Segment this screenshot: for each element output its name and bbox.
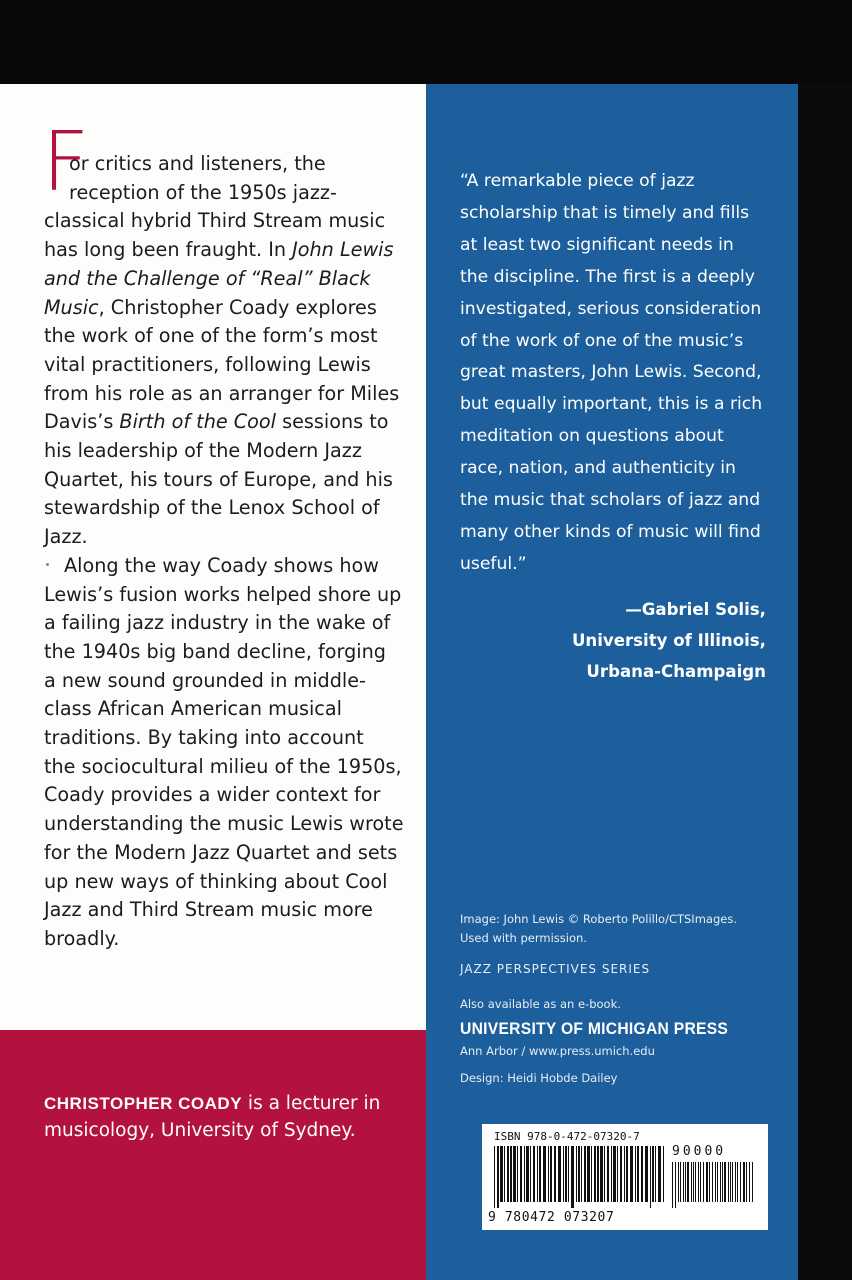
italic-title: John Lewis	[292, 238, 394, 262]
barcode-bar	[720, 1162, 721, 1202]
barcode-bar	[581, 1146, 582, 1202]
quote-line: scholarship that is timely and fills	[460, 202, 750, 223]
barcode-bar	[724, 1162, 726, 1202]
quote-line: many other kinds of music will find	[460, 521, 761, 542]
description-line	[44, 179, 416, 208]
barcode-bar	[517, 1146, 518, 1202]
barcode-bar	[558, 1146, 561, 1202]
text-run: the 1940s big band decline, forging	[44, 639, 386, 663]
barcode-bar	[658, 1146, 661, 1202]
publisher-name: UNIVERSITY OF MICHIGAN PRESS	[460, 1019, 729, 1038]
barcode-bar	[652, 1146, 654, 1202]
barcode-bar	[722, 1162, 723, 1202]
description-line	[44, 781, 416, 810]
description-line	[44, 724, 416, 753]
description-line	[44, 265, 416, 294]
spine-edge	[798, 84, 852, 1280]
quote-line: “A remarkable piece of jazz	[460, 171, 695, 191]
barcode-bar	[687, 1162, 689, 1202]
attribution-line: —Gabriel Solis,	[625, 600, 766, 619]
barcode-bar	[703, 1162, 704, 1202]
barcode-bar	[543, 1146, 546, 1202]
description-line	[44, 408, 416, 437]
barcode-bar	[740, 1162, 741, 1202]
description-line	[44, 437, 416, 466]
quote-line: race, nation, and authenticity in	[460, 458, 736, 479]
barcode-bar	[626, 1146, 628, 1202]
barcode-bar	[539, 1146, 541, 1202]
publisher-location: Ann Arbor / www.press.umich.edu	[460, 1044, 655, 1058]
barcode-bar	[728, 1162, 729, 1202]
text-run: understanding the music Lewis wrote	[44, 812, 404, 836]
barcode-bar	[611, 1146, 612, 1202]
barcode-bar	[613, 1146, 616, 1202]
barcode-bar	[500, 1146, 503, 1202]
text-run: a failing jazz industry in the wake of	[44, 611, 391, 635]
description-line	[44, 236, 416, 265]
barcode-bar	[680, 1162, 681, 1202]
design-credit: Design: Heidi Hobde Dailey	[460, 1071, 618, 1085]
text-run: a new sound grounded in middle-	[44, 668, 366, 692]
text-run: the work of one of the form’s most	[44, 324, 378, 348]
barcode-bar	[746, 1162, 747, 1202]
barcode-bar	[752, 1162, 753, 1202]
barcode-bar	[526, 1146, 529, 1202]
text-run: from his role as an arranger for Miles	[44, 381, 400, 405]
text-run: Coady provides a wider context for	[44, 783, 381, 807]
barcode-bar	[685, 1162, 686, 1202]
description-line	[44, 868, 416, 897]
barcode-bar	[717, 1162, 718, 1202]
text-run: for the Modern Jazz Quartet and sets	[44, 840, 398, 864]
description-line	[44, 523, 416, 552]
text-run: Along the way Coady shows how	[64, 553, 379, 577]
description-line	[44, 925, 416, 954]
barcode-bar	[587, 1146, 590, 1202]
text-run: Jazz.	[44, 525, 88, 549]
barcode-bar	[591, 1146, 592, 1202]
blurb-attribution	[460, 594, 766, 687]
description-line	[44, 810, 416, 839]
barcode-bar	[584, 1146, 586, 1202]
top-dark-strip	[0, 0, 852, 84]
barcode-bar	[600, 1146, 603, 1202]
description-line	[44, 322, 416, 351]
description-line	[44, 150, 416, 179]
barcode-bar	[645, 1146, 648, 1202]
barcode-bar	[655, 1146, 656, 1202]
italic-title: and the Challenge of “Real” Black	[44, 266, 371, 290]
description-line	[44, 380, 416, 409]
bio-panel	[0, 1030, 426, 1280]
barcode-bar	[548, 1146, 549, 1202]
barcode-bar	[698, 1162, 699, 1202]
description-line	[44, 294, 416, 323]
barcode-bar	[510, 1146, 512, 1202]
text-run: class African American musical	[44, 697, 342, 721]
quote-line: at least two significant needs in	[460, 234, 734, 255]
barcode-bar	[571, 1146, 574, 1208]
barcode-bar	[620, 1146, 622, 1202]
description-line	[44, 207, 416, 236]
quote-line: but equally important, this is a rich	[460, 394, 763, 415]
barcode-bar	[732, 1162, 733, 1202]
barcode-bar	[641, 1146, 643, 1202]
series-name: JAZZ PERSPECTIVES SERIES	[460, 962, 651, 976]
text-run: stewardship of the Lenox School of	[44, 496, 380, 520]
barcode-bar	[576, 1146, 577, 1202]
italic-title: Birth of the Cool	[119, 410, 276, 434]
text-run: up new ways of thinking about Cool	[44, 869, 388, 893]
barcode-bar	[749, 1162, 750, 1202]
barcode-bar	[530, 1146, 531, 1202]
attribution-line: Urbana-Champaign	[586, 662, 766, 681]
barcode-bar	[700, 1162, 701, 1202]
barcode-bar	[550, 1146, 552, 1202]
description-line	[44, 609, 416, 638]
text-run: Quartet, his tours of Europe, and his	[44, 467, 393, 491]
quote-line: great masters, John Lewis. Second,	[460, 362, 762, 383]
image-credit-line-2: Used with permission.	[460, 931, 587, 945]
ebook-note: Also available as an e-book.	[460, 997, 621, 1011]
description-line	[44, 494, 416, 523]
barcode-bar	[730, 1162, 731, 1202]
description-line	[44, 753, 416, 782]
quote-line: useful.”	[460, 553, 527, 574]
barcode-bar	[607, 1146, 609, 1202]
stray-mark	[46, 563, 49, 566]
barcode-bar	[554, 1146, 556, 1202]
description-line	[44, 667, 416, 696]
barcode	[482, 1124, 768, 1230]
barcode-bar	[637, 1146, 639, 1202]
barcode-bar	[533, 1146, 535, 1202]
barcode-bar	[578, 1146, 580, 1202]
barcode-bar	[568, 1146, 569, 1202]
barcode-bar	[743, 1162, 745, 1202]
barcode-bar	[635, 1146, 636, 1202]
barcode-bar	[675, 1162, 676, 1208]
description-line	[44, 552, 416, 581]
quote-line: meditation on questions about	[460, 426, 724, 447]
text-run: Jazz and Third Stream music more	[44, 898, 373, 922]
text-run: classical hybrid Third Stream music	[44, 209, 386, 233]
text-run: vital practitioners, following Lewis	[44, 352, 371, 376]
barcode-bar	[624, 1146, 625, 1202]
description-line	[44, 466, 416, 495]
barcode-bar	[735, 1162, 736, 1202]
barcode-bar	[520, 1146, 522, 1202]
barcode-bar	[706, 1162, 708, 1202]
text-run: , Christopher Coady explores	[98, 295, 377, 319]
text-run: has long been fraught. In	[44, 238, 293, 262]
barcode-bar	[537, 1146, 538, 1202]
barcode-bar	[597, 1146, 599, 1202]
barcode-bar	[683, 1162, 684, 1202]
text-run: the sociocultural milieu of the 1950s,	[44, 754, 402, 778]
barcode-bar	[594, 1146, 596, 1202]
quote-line: the discipline. The first is a deeply	[460, 266, 755, 287]
barcode-bar	[497, 1146, 499, 1208]
description-line	[44, 839, 416, 868]
description-line	[44, 695, 416, 724]
barcode-bar	[617, 1146, 618, 1202]
barcode-bar	[650, 1146, 651, 1208]
description-text	[44, 150, 416, 954]
text-run: his leadership of the Modern Jazz	[44, 439, 362, 463]
barcode-bar	[513, 1146, 516, 1202]
author-bio-text: is a lecturer in musicology, University of Sydney.	[44, 1093, 381, 1141]
isbn-label: ISBN 978-0-472-07320-7	[494, 1130, 640, 1143]
barcode-bar	[678, 1162, 679, 1202]
barcode-bar	[507, 1146, 509, 1202]
barcode-bar	[672, 1162, 673, 1208]
price-addon-digits: 90000	[672, 1144, 727, 1159]
barcode-bar	[563, 1146, 564, 1202]
addon-barcode-bars	[672, 1162, 756, 1208]
ean-barcode-bars	[494, 1146, 666, 1208]
barcode-bar	[693, 1162, 694, 1202]
barcode-bar	[504, 1146, 505, 1202]
ean-digits: 9 780472 073207	[488, 1210, 615, 1225]
attribution-line: University of Illinois,	[571, 631, 766, 650]
description-line	[44, 638, 416, 667]
quote-line: the music that scholars of jazz and	[460, 490, 761, 511]
text-run: traditions. By taking into account	[44, 726, 364, 750]
quote-line: of the work of one of the music’s	[460, 330, 744, 351]
text-run: broadly.	[44, 926, 120, 950]
barcode-bar	[663, 1146, 664, 1202]
quote-line: investigated, serious consideration	[460, 298, 762, 319]
author-name: CHRISTOPHER COADY	[44, 1094, 243, 1113]
barcode-bar	[604, 1146, 605, 1202]
text-run: sessions to	[275, 410, 389, 434]
barcode-bar	[691, 1162, 692, 1202]
barcode-bar	[524, 1146, 525, 1202]
description-line	[44, 581, 416, 610]
barcode-bar	[712, 1162, 713, 1202]
italic-title: Music	[44, 295, 99, 319]
image-credit	[460, 910, 780, 948]
barcode-bar	[494, 1146, 495, 1208]
barcode-bar	[737, 1162, 738, 1202]
text-run: Lewis’s fusion works helped shore up	[44, 582, 402, 606]
barcode-bar	[695, 1162, 696, 1202]
blurb-quote	[460, 166, 780, 581]
drop-cap: F	[42, 115, 90, 210]
barcode-bar	[709, 1162, 710, 1202]
author-bio	[44, 1090, 414, 1144]
text-run: Davis’s	[44, 410, 120, 434]
barcode-bar	[630, 1146, 633, 1202]
text-run: or critics and listeners, the	[69, 152, 326, 175]
image-credit-line-1: Image: John Lewis © Roberto Polillo/CTSImages.	[460, 912, 737, 926]
description-line	[44, 351, 416, 380]
description-line	[44, 896, 416, 925]
text-run: reception of the 1950s jazz-	[69, 180, 337, 204]
barcode-bar	[565, 1146, 567, 1202]
barcode-bar	[715, 1162, 716, 1202]
